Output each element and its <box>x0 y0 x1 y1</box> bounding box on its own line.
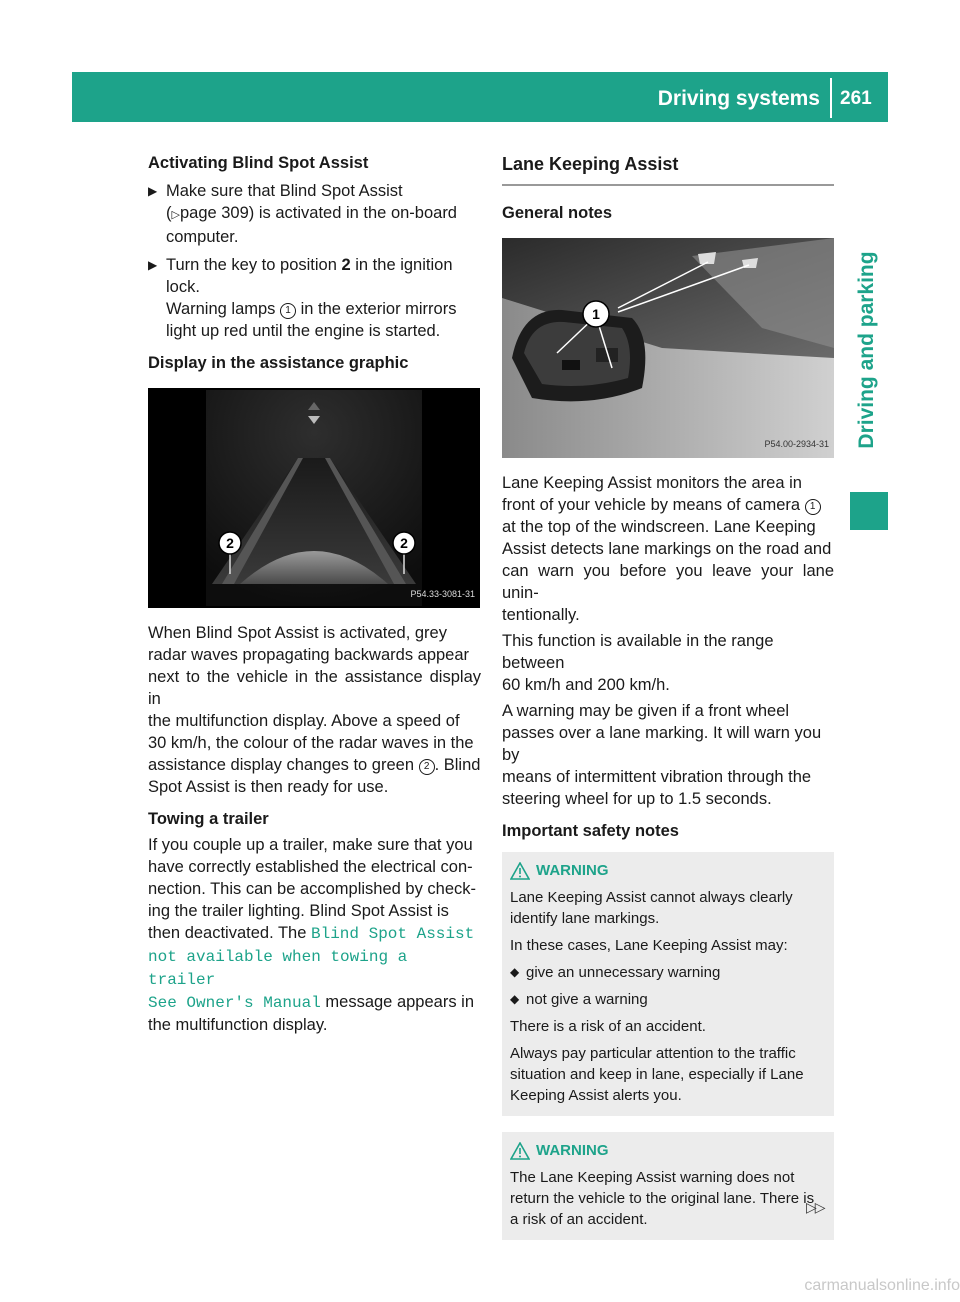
warning-label: WARNING <box>536 1142 609 1159</box>
bullet-icon: ◆ <box>510 992 520 1006</box>
text-line <box>148 991 481 1014</box>
paragraph-towing <box>148 834 481 1036</box>
text-line: the multifunction display. Above a speed of <box>148 712 460 730</box>
figure-callout-2-left: 2 <box>226 535 234 551</box>
step-text: in the ignition <box>350 256 453 274</box>
step-text: lock. <box>166 278 200 296</box>
warning-triangle-icon <box>510 1142 530 1160</box>
text-line: When Blind Spot Assist is activated, grey <box>148 624 447 642</box>
text-line: Always pay particular attention to the traffic <box>510 1045 796 1062</box>
header-divider <box>830 78 832 118</box>
figure-code: P54.33-3081-31 <box>410 589 475 599</box>
text-line: passes over a lane marking. It will warn you by <box>502 724 822 764</box>
left-column <box>148 152 481 1036</box>
text-line: A warning may be given if a front wheel <box>502 702 790 720</box>
figure-callout-2-right: 2 <box>400 535 408 551</box>
step-text: in the exterior mirrors <box>296 300 457 318</box>
figure-code: P54.00-2934-31 <box>764 439 829 449</box>
step-text: computer. <box>166 228 239 246</box>
heading-safety-notes: Important safety notes <box>502 822 679 840</box>
text-line: means of intermittent vibration through the <box>502 768 812 786</box>
step-arrow-icon: ▶ <box>148 184 158 198</box>
continue-arrows-icon: ▷▷ <box>806 1199 824 1215</box>
text-line: This function is available in the range between <box>502 632 774 672</box>
text-line: nection. This can be accomplished by check- <box>148 880 477 898</box>
heading-activating: Activating Blind Spot Assist <box>148 154 369 172</box>
text-line: There is a risk of an accident. <box>510 1018 706 1035</box>
text-line: 60 km/h and 200 km/h. <box>502 676 670 694</box>
bullet-item <box>510 962 826 983</box>
text-line: tentionally. <box>502 606 580 624</box>
text-line: return the vehicle to the original lane. There is <box>510 1190 815 1207</box>
text-line: Lane Keeping Assist cannot always clearly <box>510 889 793 906</box>
step-text: ( <box>166 204 172 222</box>
display-message-text: not available when towing a trailer <box>148 948 408 989</box>
text-line: have correctly established the electrical con- <box>148 858 473 876</box>
warning-box <box>502 852 834 1116</box>
text-line: ing the trailer lighting. Blind Spot Assist is <box>148 902 449 920</box>
section-heading-lane-keeping: Lane Keeping Assist <box>502 152 834 186</box>
text-line: In these cases, Lane Keeping Assist may: <box>510 937 788 954</box>
text-line: a risk of an accident. <box>510 1211 648 1228</box>
side-tab-block <box>850 492 888 530</box>
display-message-text: See Owner's Manual <box>148 994 321 1012</box>
page-number: 261 <box>840 88 872 109</box>
page-reference-link[interactable]: page 309) is activated in the on-board <box>179 204 457 222</box>
text-line: identify lane markings. <box>510 910 660 927</box>
bullet-icon: ◆ <box>510 965 520 979</box>
chapter-title: Driving systems <box>657 87 820 110</box>
heading-towing: Towing a trailer <box>148 810 269 828</box>
text-span: . Blind <box>434 756 481 774</box>
step-text: Make sure that Blind Spot Assist <box>166 182 403 200</box>
callout-number: 2 <box>419 759 435 775</box>
text-line <box>148 945 481 991</box>
text-span: then deactivated. The <box>148 924 311 942</box>
text-line: can warn you before you leave your lane unin- <box>502 562 834 602</box>
text-span: front of your vehicle by means of camera <box>502 496 805 514</box>
text-line: the multifunction display. <box>148 1016 328 1034</box>
text-line: next to the vehicle in the assistance display in <box>148 668 481 708</box>
paragraph-range <box>502 630 834 696</box>
text-line: Keeping Assist alerts you. <box>510 1087 682 1104</box>
assistance-graphic-figure <box>148 388 480 608</box>
assistance-display-illustration <box>148 388 480 608</box>
figure-callout-1: 1 <box>592 306 600 322</box>
warning-header <box>510 1140 826 1161</box>
heading-display: Display in the assistance graphic <box>148 354 409 372</box>
step-text: Turn the key to position <box>166 256 342 274</box>
page-ref-arrow-icon: ▷ <box>171 209 180 221</box>
side-tab <box>846 245 888 455</box>
callout-number: 1 <box>280 303 296 319</box>
paragraph-wheel-warning <box>502 700 834 810</box>
windscreen-camera-figure <box>502 238 834 458</box>
instruction-step <box>148 180 481 248</box>
text-line: situation and keep in lane, especially if Lane <box>510 1066 804 1083</box>
text-span: message appears in <box>320 993 475 1011</box>
paragraph-blind-spot-activation <box>148 622 481 798</box>
warning-label: WARNING <box>536 862 609 879</box>
heading-general-notes: General notes <box>502 204 613 222</box>
right-column <box>502 152 834 1240</box>
text-line: 30 km/h, the colour of the radar waves in the <box>148 734 474 752</box>
footer-watermark: carmanualsonline.info <box>804 1277 960 1294</box>
text-line: at the top of the windscreen. Lane Keeping <box>502 518 816 536</box>
text-line: radar waves propagating backwards appear <box>148 646 470 664</box>
step-text: light up red until the engine is started. <box>166 322 441 340</box>
warning-header <box>510 860 826 881</box>
warning-box <box>502 1132 834 1240</box>
key-position: 2 <box>341 256 351 274</box>
bullet-text: not give a warning <box>526 991 648 1008</box>
step-arrow-icon: ▶ <box>148 258 158 272</box>
side-tab-label: Driving and parking <box>855 251 878 449</box>
callout-number: 1 <box>805 499 821 515</box>
warning-triangle-icon <box>510 862 530 880</box>
text-line: Lane Keeping Assist monitors the area in <box>502 474 802 492</box>
text-line: The Lane Keeping Assist warning does not <box>510 1169 795 1186</box>
text-line: Spot Assist is then ready for use. <box>148 778 389 796</box>
text-line <box>148 922 481 945</box>
bullet-text: give an unnecessary warning <box>526 964 721 981</box>
display-message-text: Blind Spot Assist <box>310 925 475 943</box>
text-line <box>148 754 481 776</box>
text-line: steering wheel for up to 1.5 seconds. <box>502 790 772 808</box>
windscreen-camera-illustration <box>502 238 834 458</box>
instruction-step <box>148 254 481 342</box>
text-line: Assist detects lane markings on the road and <box>502 540 832 558</box>
bullet-item <box>510 989 826 1010</box>
step-text: Warning lamps <box>166 300 281 318</box>
text-line <box>502 494 834 516</box>
text-line: If you couple up a trailer, make sure that you <box>148 836 473 854</box>
paragraph-general <box>502 472 834 626</box>
text-span: assistance display changes to green <box>148 756 419 774</box>
